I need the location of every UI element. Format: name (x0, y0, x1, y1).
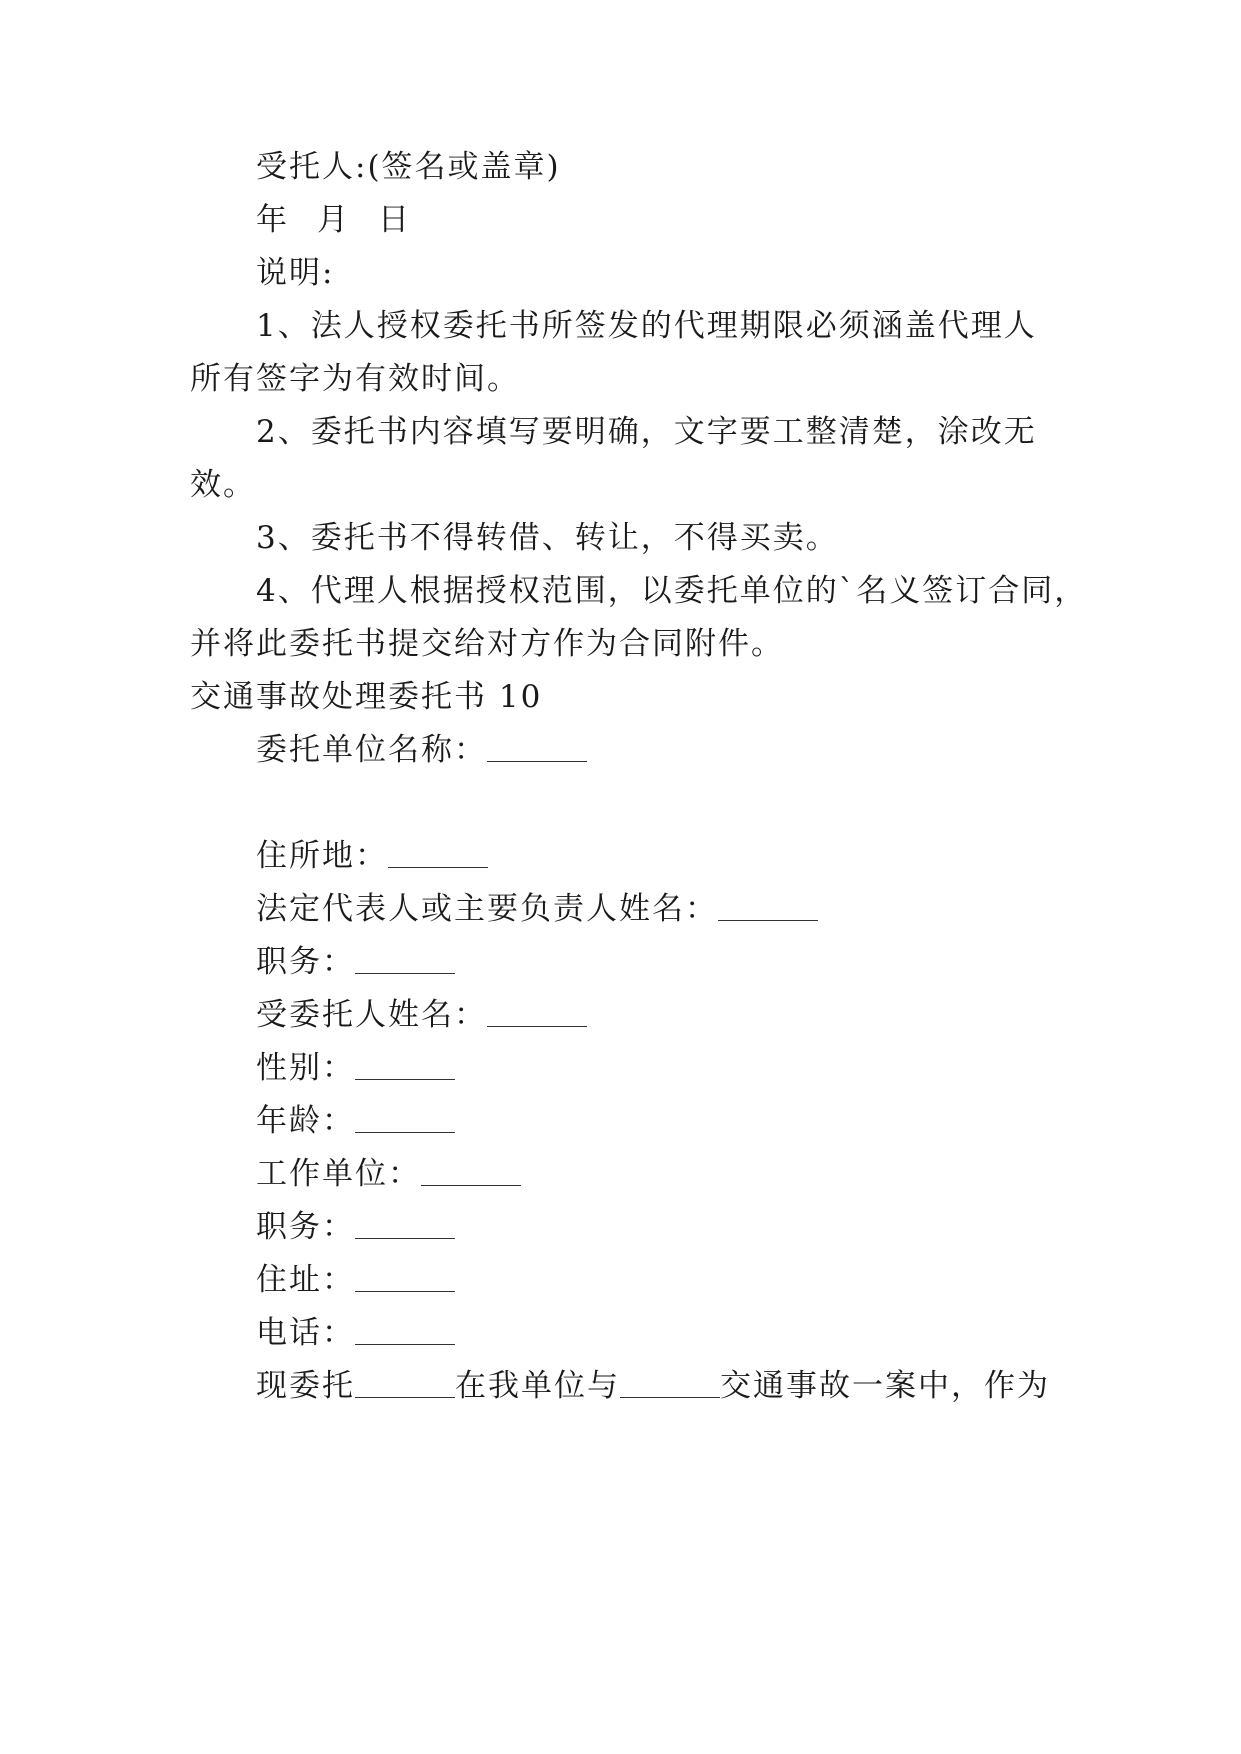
entrust-statement-line (256, 1366, 1050, 1406)
date-year: 年 (256, 202, 289, 238)
field-entrusting-unit (256, 730, 587, 770)
field-label: 性别： (256, 1050, 355, 1086)
fill-blank (355, 1078, 455, 1080)
field-label: 年龄： (256, 1103, 355, 1139)
date-line (256, 200, 411, 240)
note-1-text-1: 1、法人授权委托书所签发的代理期限必须涵盖代理人 (256, 308, 1037, 344)
field-age (256, 1101, 455, 1141)
field-legal-representative (256, 889, 818, 929)
field-address (256, 1260, 455, 1300)
note-2-line-1 (256, 412, 1037, 452)
fill-blank (355, 1131, 455, 1133)
field-phone (256, 1313, 455, 1353)
fill-blank (620, 1396, 720, 1398)
field-label: 电话： (256, 1315, 355, 1351)
fill-blank (355, 972, 455, 974)
fill-blank (355, 1343, 455, 1345)
trustee-signature-text: 受托人:(签名或盖章) (256, 149, 561, 185)
date-month: 月 (317, 202, 350, 238)
fill-blank (355, 1237, 455, 1239)
note-4-text-1: 4、代理人根据授权范围，以委托单位的`名义签订合同， (256, 573, 1088, 609)
section-title (190, 677, 542, 717)
note-1-text-2: 所有签字为有效时间。 (190, 361, 520, 397)
fill-blank (388, 866, 488, 868)
note-1-line-2 (190, 359, 520, 399)
note-4-text-2: 并将此委托书提交给对方作为合同附件。 (190, 626, 784, 662)
field-label: 住址： (256, 1262, 355, 1298)
section-title-text: 交通事故处理委托书 10 (190, 679, 543, 715)
statement-part-1: 现委托 (256, 1368, 355, 1404)
note-4-line-1 (256, 571, 1087, 611)
note-4-line-2 (190, 624, 784, 664)
field-trustee-name (256, 995, 587, 1035)
field-gender (256, 1048, 455, 1088)
note-3-line (256, 518, 839, 558)
date-day: 日 (378, 202, 411, 238)
statement-part-3: 交通事故一案中，作为 (720, 1368, 1050, 1404)
fill-blank (718, 919, 818, 921)
field-work-unit (256, 1154, 521, 1194)
trustee-signature-line (256, 147, 561, 187)
field-position-2 (256, 1207, 455, 1247)
note-2-text-1: 2、委托书内容填写要明确，文字要工整清楚，涂改无 (256, 414, 1037, 450)
fill-blank (487, 1025, 587, 1027)
field-label: 受委托人姓名： (256, 997, 487, 1033)
statement-part-2: 在我单位与 (455, 1368, 620, 1404)
field-label: 委托单位名称： (256, 732, 487, 768)
field-position-1 (256, 942, 455, 982)
fill-blank (487, 760, 587, 762)
field-label: 职务： (256, 1209, 355, 1245)
field-label: 法定代表人或主要负责人姓名： (256, 891, 718, 927)
note-3-text: 3、委托书不得转借、转让，不得买卖。 (256, 520, 839, 556)
note-2-line-2 (190, 465, 256, 505)
field-label: 工作单位： (256, 1156, 421, 1192)
notes-heading (256, 253, 334, 293)
fill-blank (355, 1396, 455, 1398)
field-label: 职务： (256, 944, 355, 980)
notes-heading-text: 说明: (256, 255, 335, 291)
note-2-text-2: 效。 (190, 467, 256, 503)
fill-blank (421, 1184, 521, 1186)
field-domicile (256, 836, 488, 876)
note-1-line-1 (256, 306, 1037, 346)
fill-blank (355, 1290, 455, 1292)
field-label: 住所地： (256, 838, 388, 874)
